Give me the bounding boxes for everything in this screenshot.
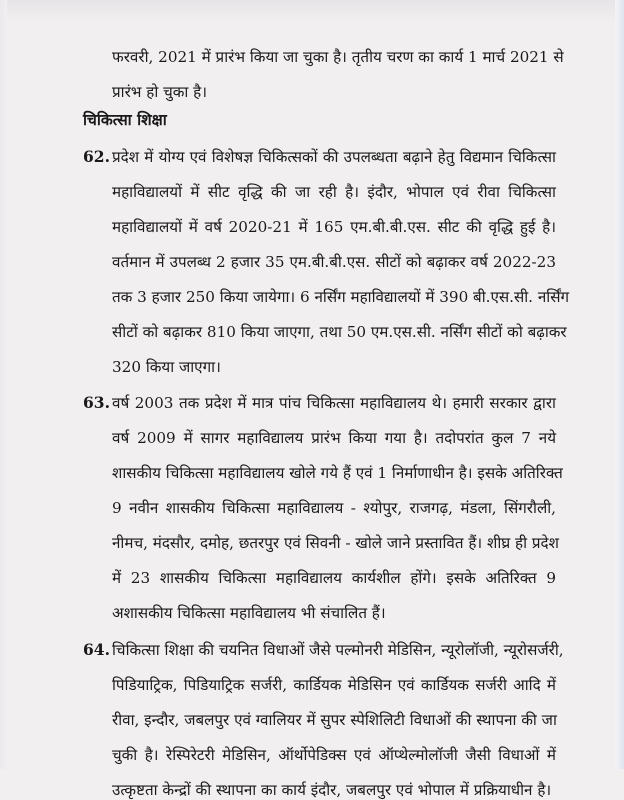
paragraph-line: प्रदेश में योग्य एवं विशेषज्ञ चिकित्सकों की उपलब्धता बढ़ाने हेतु विद्यमान चिकित्सा: [112, 148, 556, 166]
paragraph-line: वर्ष 2009 में सागर महाविद्यालय प्रारंभ किया गया है। तदोपरांत कुल 7 नये: [112, 429, 556, 447]
intro-line: फरवरी, 2021 में प्रारंभ किया जा चुका है। तृतीय चरण का कार्य 1 मार्च 2021 से: [112, 48, 564, 66]
paragraph-line: तक 3 हजार 250 किया जायेगा। 6 नर्सिंग महाविद्यालयों में 390 बी.एस.सी. नर्सिंग: [112, 288, 570, 306]
paragraph-line: चिकित्सा शिक्षा की चयनित विधाओं जैसे पल्मोनरी मेडिसिन, न्यूरोलॉजी, न्यूरोसर्जरी,: [112, 641, 564, 659]
paragraph-line: उत्कृष्टता केन्द्रों की स्थापना का कार्य इंदौर, जबलपुर एवं भोपाल में प्रक्रियाधीन है।: [112, 781, 552, 799]
paragraph-line: शासकीय चिकित्सा महाविद्यालय खोले गये हैं एवं 1 निर्माणाधीन है। इसके अतिरिक्त: [112, 464, 563, 482]
paragraph-number: 63.: [83, 393, 110, 412]
paragraph-line: रीवा, इन्दौर, जबलपुर एवं ग्वालियर में सुपर स्पेशिलिटी विधाओं की स्थापना की जा: [112, 711, 557, 729]
paragraph-number: 64.: [83, 640, 110, 659]
paragraph-line: महाविद्यालयों में वर्ष 2020-21 में 165 एम.बी.बी.एस. सीट की वृद्धि हुई है।: [112, 218, 556, 236]
paragraph-line: महाविद्यालयों में सीट वृद्धि की जा रही है। इंदौर, भोपाल एवं रीवा चिकित्सा: [112, 183, 556, 201]
paragraph-line: चुकी है। रेस्पिरेटरी मेडिसिन, ऑर्थोपेडिक्स एवं ऑप्थेल्मोलॉजी जैसी विधाओं में: [112, 746, 556, 764]
paragraph-line: वर्तमान में उपलब्ध 2 हजार 35 एम.बी.बी.एस. सीटों को बढ़ाकर वर्ष 2022-23: [112, 253, 556, 271]
paragraph-line: सीटों को बढ़ाकर 810 किया जाएगा, तथा 50 एम.एस.सी. नर्सिंग सीटों को बढ़ाकर: [112, 323, 567, 341]
paragraph-line: नीमच, मंदसौर, दमोह, छतरपुर एवं सिवनी - खोले जाने प्रस्तावित हैं। शीघ्र ही प्रदेश: [112, 534, 559, 552]
paragraph-line: 9 नवीन शासकीय चिकित्सा महाविद्यालय - श्योपुर, राजगढ़, मंडला, सिंगरौली,: [112, 499, 556, 517]
paragraph-line: पिडियाट्रिक, पिडियाट्रिक सर्जरी, कार्डियक मेडिसिन एवं कार्डियक सर्जरी आदि में: [112, 676, 556, 694]
paragraph-line: अशासकीय चिकित्सा महाविद्यालय भी संचालित हैं।: [112, 604, 386, 622]
paragraph-line: वर्ष 2003 तक प्रदेश में मात्र पांच चिकित्सा महाविद्यालय थे। हमारी सरकार द्वारा: [112, 394, 556, 412]
paragraph-line: 320 किया जाएगा।: [112, 358, 221, 376]
section-heading: चिकित्सा शिक्षा: [83, 110, 167, 129]
paragraph-line: में 23 शासकीय चिकित्सा महाविद्यालय कार्यशील होंगे। इसके अतिरिक्त 9: [112, 569, 556, 587]
paragraph-number: 62.: [83, 147, 110, 166]
intro-line: प्रारंभ हो चुका है।: [112, 83, 208, 101]
